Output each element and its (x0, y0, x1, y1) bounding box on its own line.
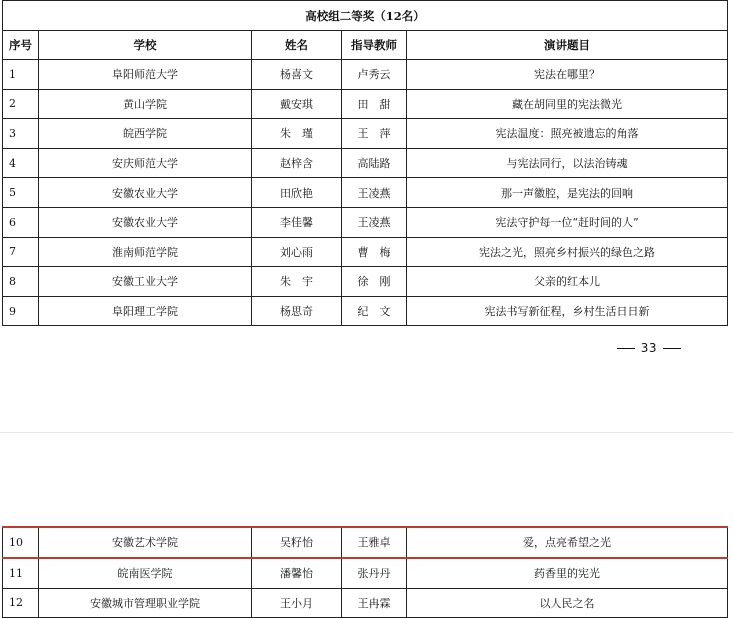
table-row (3, 178, 728, 208)
cell-school: 安徽工业大学 (39, 267, 252, 297)
awards-table-page-33 (2, 0, 728, 326)
page-number (611, 341, 687, 355)
cell-teacher: 王雅卓 (342, 527, 407, 558)
table-header-row (3, 31, 728, 60)
cell-teacher: 纪 文 (342, 296, 407, 326)
cell-school: 安庆师范大学 (39, 148, 252, 178)
cell-teacher: 田 甜 (342, 89, 407, 119)
cell-name: 刘心雨 (252, 237, 342, 267)
cell-no: 7 (3, 237, 39, 267)
cell-no: 6 (3, 207, 39, 237)
cell-no: 3 (3, 119, 39, 149)
table-row (3, 60, 728, 90)
table-row (3, 119, 728, 149)
cell-no: 8 (3, 267, 39, 297)
cell-teacher: 张丹丹 (342, 558, 407, 588)
cell-school: 安徽艺术学院 (39, 527, 252, 558)
cell-no: 9 (3, 296, 39, 326)
table-caption-row (3, 1, 728, 31)
cell-title: 宪法温度：照亮被遗忘的角落 (407, 119, 728, 149)
cell-teacher: 曹 梅 (342, 237, 407, 267)
cell-teacher: 王冉霖 (342, 588, 407, 618)
table-row (3, 148, 728, 178)
cell-school: 安徽农业大学 (39, 178, 252, 208)
page-number-dash-left (617, 348, 635, 349)
header-no: 序号 (3, 31, 39, 60)
cell-school: 黄山学院 (39, 89, 252, 119)
cell-school: 安徽城市管理职业学院 (39, 588, 252, 618)
table-row (3, 237, 728, 267)
cell-title: 宪法在哪里？ (407, 60, 728, 90)
cell-title: 以人民之名 (407, 588, 728, 618)
cell-name: 田欣艳 (252, 178, 342, 208)
cell-school: 安徽农业大学 (39, 207, 252, 237)
cell-no: 12 (3, 588, 39, 618)
table-row (3, 267, 728, 297)
header-title: 演讲题目 (407, 31, 728, 60)
table-row (3, 89, 728, 119)
cell-no: 2 (3, 89, 39, 119)
awards-table-continued (2, 526, 728, 618)
cell-title: 宪法书写新征程，乡村生活日日新 (407, 296, 728, 326)
cell-school: 皖南医学院 (39, 558, 252, 588)
page-break-divider (0, 432, 733, 433)
cell-school: 阜阳师范大学 (39, 60, 252, 90)
table-row (3, 558, 728, 588)
cell-name: 吴籽怡 (252, 527, 342, 558)
cell-teacher: 高陆路 (342, 148, 407, 178)
table-row-highlighted (3, 527, 728, 558)
table-row (3, 296, 728, 326)
cell-title: 那一声徽腔，是宪法的回响 (407, 178, 728, 208)
cell-name: 戴安琪 (252, 89, 342, 119)
cell-no: 11 (3, 558, 39, 588)
cell-title: 药香里的宪光 (407, 558, 728, 588)
cell-name: 杨思奇 (252, 296, 342, 326)
cell-no: 10 (3, 527, 39, 558)
cell-teacher: 王 萍 (342, 119, 407, 149)
cell-name: 王小月 (252, 588, 342, 618)
cell-title: 与宪法同行，以法治铸魂 (407, 148, 728, 178)
cell-teacher: 王凌燕 (342, 178, 407, 208)
header-teacher: 指导教师 (342, 31, 407, 60)
cell-name: 潘馨怡 (252, 558, 342, 588)
cell-school: 皖西学院 (39, 119, 252, 149)
cell-name: 朱 瑾 (252, 119, 342, 149)
cell-name: 朱 宇 (252, 267, 342, 297)
cell-teacher: 徐 刚 (342, 267, 407, 297)
cell-no: 5 (3, 178, 39, 208)
cell-no: 1 (3, 60, 39, 90)
cell-school: 阜阳理工学院 (39, 296, 252, 326)
cell-title: 藏在胡同里的宪法微光 (407, 89, 728, 119)
cell-name: 李佳馨 (252, 207, 342, 237)
cell-title: 父亲的红本儿 (407, 267, 728, 297)
cell-name: 杨喜文 (252, 60, 342, 90)
table-row (3, 588, 728, 618)
cell-teacher: 王凌燕 (342, 207, 407, 237)
cell-title: 爱，点亮希望之光 (407, 527, 728, 558)
table-row (3, 207, 728, 237)
header-name: 姓名 (252, 31, 342, 60)
cell-school: 淮南师范学院 (39, 237, 252, 267)
table-caption: 高校组二等奖（12名） (3, 1, 728, 31)
page-number-dash-right (663, 348, 681, 349)
cell-title: 宪法之光，照亮乡村振兴的绿色之路 (407, 237, 728, 267)
page-number-value: 33 (640, 341, 657, 355)
header-school: 学校 (39, 31, 252, 60)
cell-teacher: 卢秀云 (342, 60, 407, 90)
cell-no: 4 (3, 148, 39, 178)
cell-name: 赵梓含 (252, 148, 342, 178)
cell-title: 宪法守护每一位“赶时间的人” (407, 207, 728, 237)
